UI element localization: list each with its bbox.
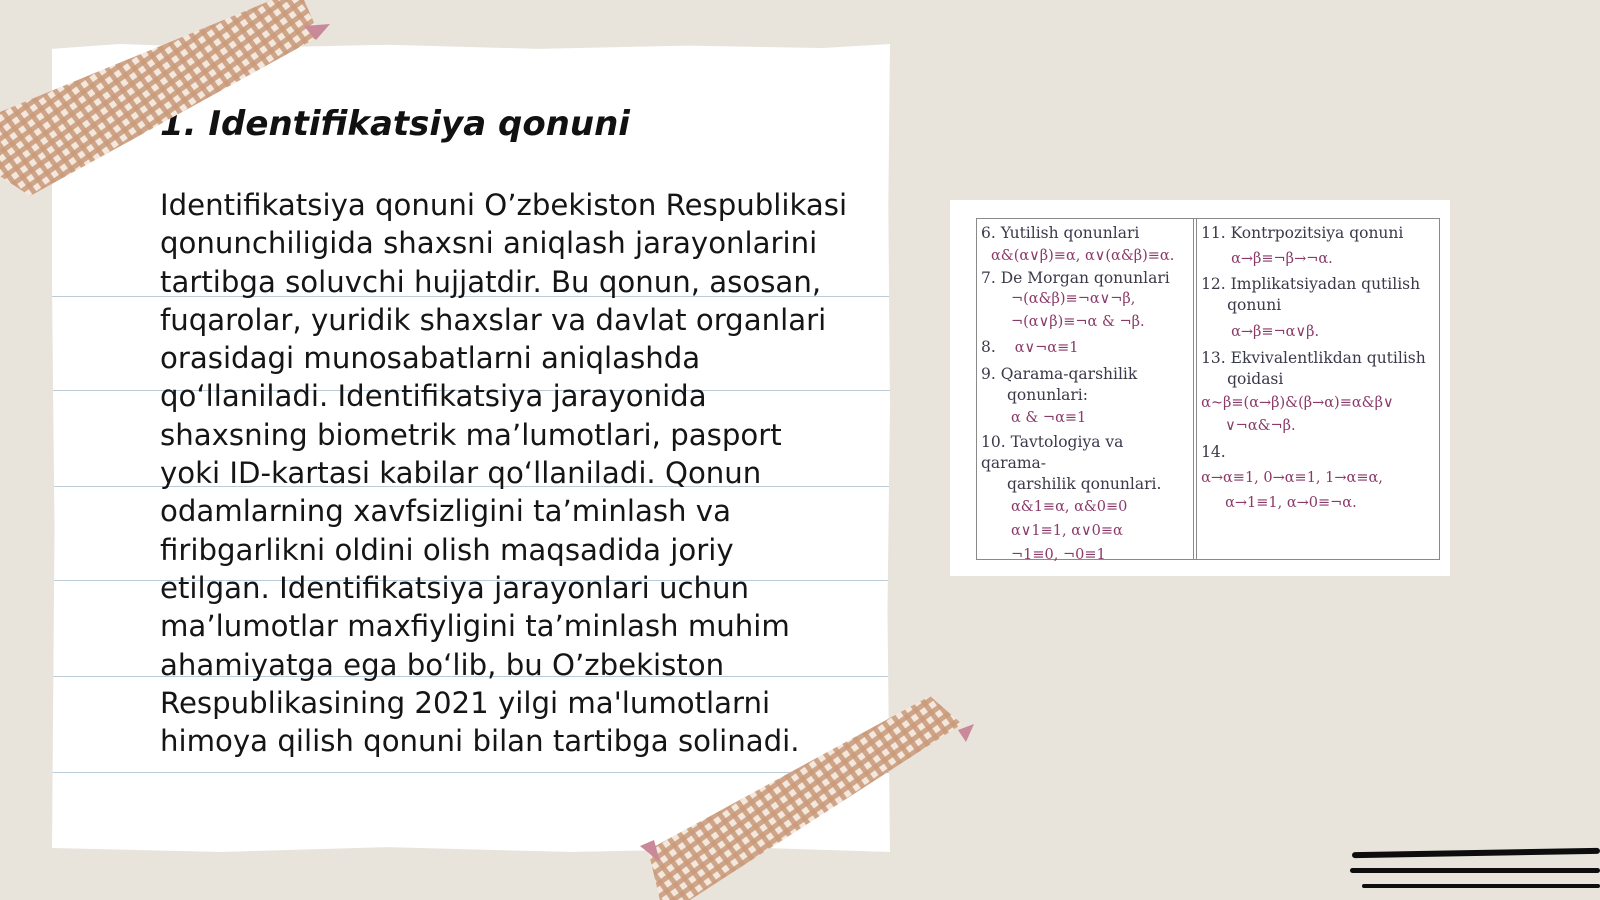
decorative-brush-line	[1362, 884, 1600, 888]
slide-body-text: Identifikatsiya qonuni O’zbekiston Respublikasi qonunchiligida shaxsni aniqlash jarayonlarini tartibga soluvchi hujjatdir. Bu qonun, asosan, fuqarolar, yuridik shaxslar va davlat organlari orasidagi munosabatlarni aniqlashda qo‘llaniladi. Identifikatsiya jarayonida shaxsning biometrik ma’lumotlari, pasport yoki ID-kartasi kabilar qo‘llaniladi. Qonun odamlarning xavfsizligini ta’minlash va firibgarlikni oldini olish maqsadida joriy etilgan. Identifikatsiya jarayonlari uchun ma’lumotlar maxfiyligini ta’minlash muhim ahamiyatga ega bo‘lib, bu O’zbekiston Respublikasining 2021 yilgi ma'lumotlarni himoya qilish qonuni bilan tartibga solinadi.	[160, 188, 848, 759]
laws-column-right	[1196, 219, 1439, 559]
slide-title: 1. Identifikatsiya qonuni	[160, 104, 630, 144]
law-13-formula-2: ∨¬α&¬β.	[1225, 418, 1296, 434]
law-6-title: 6. Yutilish qonunlari	[981, 224, 1140, 242]
law-14-formula-1: α→α≡1, 0→α≡1, 1→α≡α,	[1201, 470, 1383, 486]
law-9-title-cont: qonunlari:	[1007, 386, 1088, 404]
law-8-row	[981, 336, 1189, 360]
law-11-title: 11. Kontrpozitsiya qonuni	[1201, 224, 1404, 242]
law-14-formula-2: α→1≡1, α→0≡¬α.	[1225, 495, 1357, 511]
law-8-formula: α∨¬α≡1	[1014, 340, 1079, 356]
law-11-formula: α→β≡¬β→¬α.	[1231, 251, 1333, 267]
law-10-title: 10. Tavtologiya va qarama-	[981, 433, 1124, 472]
law-12-title: 12. Implikatsiyadan qutilish	[1201, 275, 1421, 293]
washi-tape-bottom	[640, 690, 1000, 900]
law-9-title: 9. Qarama-qarshilik	[981, 365, 1138, 383]
laws-column-left	[977, 219, 1194, 563]
law-8-number: 8.	[981, 338, 996, 356]
law-13-title: 13. Ekvivalentlikdan qutilish	[1201, 349, 1426, 367]
logic-laws-table-image	[950, 200, 1450, 576]
law-10-formula-2: α∨1≡1, α∨0≡α	[1011, 523, 1123, 539]
law-12-formula: α→β≡¬α∨β.	[1231, 324, 1320, 340]
law-10-formula-1: α&1≡α, α&0≡0	[1011, 499, 1128, 515]
law-7-formula-1: ¬(α&β)≡¬α∨¬β,	[1011, 291, 1136, 307]
law-10-title-cont: qarshilik qonunlari.	[1007, 475, 1162, 493]
law-13-title-cont: qoidasi	[1227, 370, 1284, 388]
law-7-formula-2: ¬(α∨β)≡¬α & ¬β.	[1011, 314, 1145, 330]
decorative-brush-line	[1352, 848, 1600, 858]
washi-tape-top-left	[0, 0, 340, 210]
law-9-formula: α & ¬α≡1	[1011, 410, 1087, 426]
law-13-formula-1: α~β≡(α→β)&(β→α)≡α&β∨	[1201, 395, 1394, 411]
law-12-title-cont: qonuni	[1227, 296, 1282, 314]
decorative-brush-line	[1350, 868, 1600, 873]
law-6-formula: α&(α∨β)≡α, α∨(α&β)≡α.	[991, 248, 1175, 264]
logic-laws-frame	[976, 218, 1440, 563]
law-7-title: 7. De Morgan qonunlari	[981, 269, 1170, 287]
law-10-formula-3: ¬1≡0, ¬0≡1	[1011, 547, 1106, 563]
law-14-number: 14.	[1201, 443, 1226, 461]
